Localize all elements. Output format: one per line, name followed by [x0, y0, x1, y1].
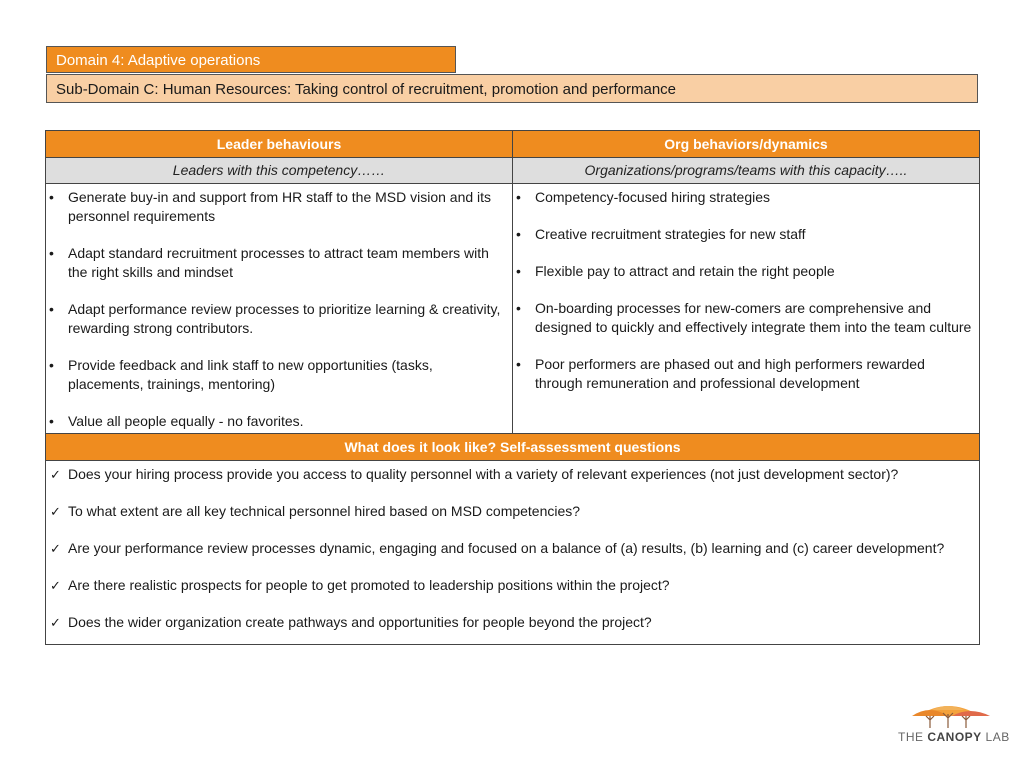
org-behaviors-cell [513, 184, 980, 434]
list-item: • Flexible pay to attract and retain the right people [516, 263, 835, 279]
org-subheader: Organizations/programs/teams with this capacity….. [513, 158, 980, 184]
list-item: • Generate buy-in and support from HR staff to the MSD vision and its personnel requirements [49, 189, 492, 224]
list-item: • Competency-focused hiring strategies [516, 189, 771, 205]
bullet-icon: • [49, 245, 54, 261]
self-assessment-header: What does it look like? Self-assessment questions [46, 434, 980, 461]
checkmark-icon: ✓ [50, 467, 61, 482]
list-item: • Adapt standard recruitment processes to attract team members with the right skills and mindset [49, 245, 489, 280]
subdomain-text: Human Resources: Taking control of recruitment, promotion and performance [162, 81, 677, 98]
list-item: • Creative recruitment strategies for new staff [516, 226, 806, 242]
bullet-icon: • [49, 357, 54, 373]
question-item: ✓ Does your hiring process provide you access to quality personnel with a variety of relevant experiences (not just development sector)? [50, 466, 899, 482]
bullet-icon: • [49, 189, 54, 205]
checkmark-icon: ✓ [50, 541, 61, 556]
canopy-lab-wordmark: THE CANOPY LAB [898, 730, 1010, 744]
list-item: • Poor performers are phased out and high performers rewarded through remuneration and professional development [516, 356, 925, 391]
leader-subheader: Leaders with this competency…… [46, 158, 513, 184]
question-item: ✓ Are your performance review processes dynamic, engaging and focused on a balance of (a) results, (b) learning and (c) career development? [50, 540, 945, 556]
leader-behaviours-list [46, 184, 512, 431]
list-item: • Value all people equally - no favorites. [49, 413, 304, 429]
leader-behaviours-cell [46, 184, 513, 434]
org-behaviors-header: Org behaviors/dynamics [513, 131, 980, 158]
checkmark-icon: ✓ [50, 578, 61, 593]
bullet-icon: • [516, 263, 521, 279]
bullet-icon: • [516, 300, 521, 316]
self-assessment-cell [46, 461, 980, 645]
competency-table [45, 130, 980, 645]
bullet-icon: • [516, 356, 521, 372]
leader-behaviours-header: Leader behaviours [46, 131, 513, 158]
list-item: • Adapt performance review processes to prioritize learning & creativity, rewarding strong contributors. [49, 301, 501, 336]
domain-title: Domain 4: Adaptive operations [46, 46, 456, 73]
list-item: • On-boarding processes for new-comers are comprehensive and designed to quickly and effectively integrate them into the team culture [516, 300, 972, 335]
subdomain-prefix: Sub-Domain C: [56, 81, 159, 98]
question-item: ✓ To what extent are all key technical personnel hired based on MSD competencies? [50, 503, 581, 519]
question-item: ✓ Are there realistic prospects for people to get promoted to leadership positions within the project? [50, 577, 670, 593]
canopy-trees-icon [898, 694, 1006, 730]
bullet-icon: • [516, 226, 521, 242]
subdomain-title [46, 74, 978, 103]
self-assessment-questions [46, 461, 979, 644]
bullet-icon: • [49, 413, 54, 429]
checkmark-icon: ✓ [50, 504, 61, 519]
org-behaviors-list [513, 184, 979, 393]
question-item: ✓ Does the wider organization create pathways and opportunities for people beyond the project? [50, 614, 652, 630]
checkmark-icon: ✓ [50, 615, 61, 630]
bullet-icon: • [49, 301, 54, 317]
canopy-lab-logo [898, 694, 1010, 746]
bullet-icon: • [516, 189, 521, 205]
list-item: • Provide feedback and link staff to new opportunities (tasks, placements, trainings, mentoring) [49, 357, 433, 392]
